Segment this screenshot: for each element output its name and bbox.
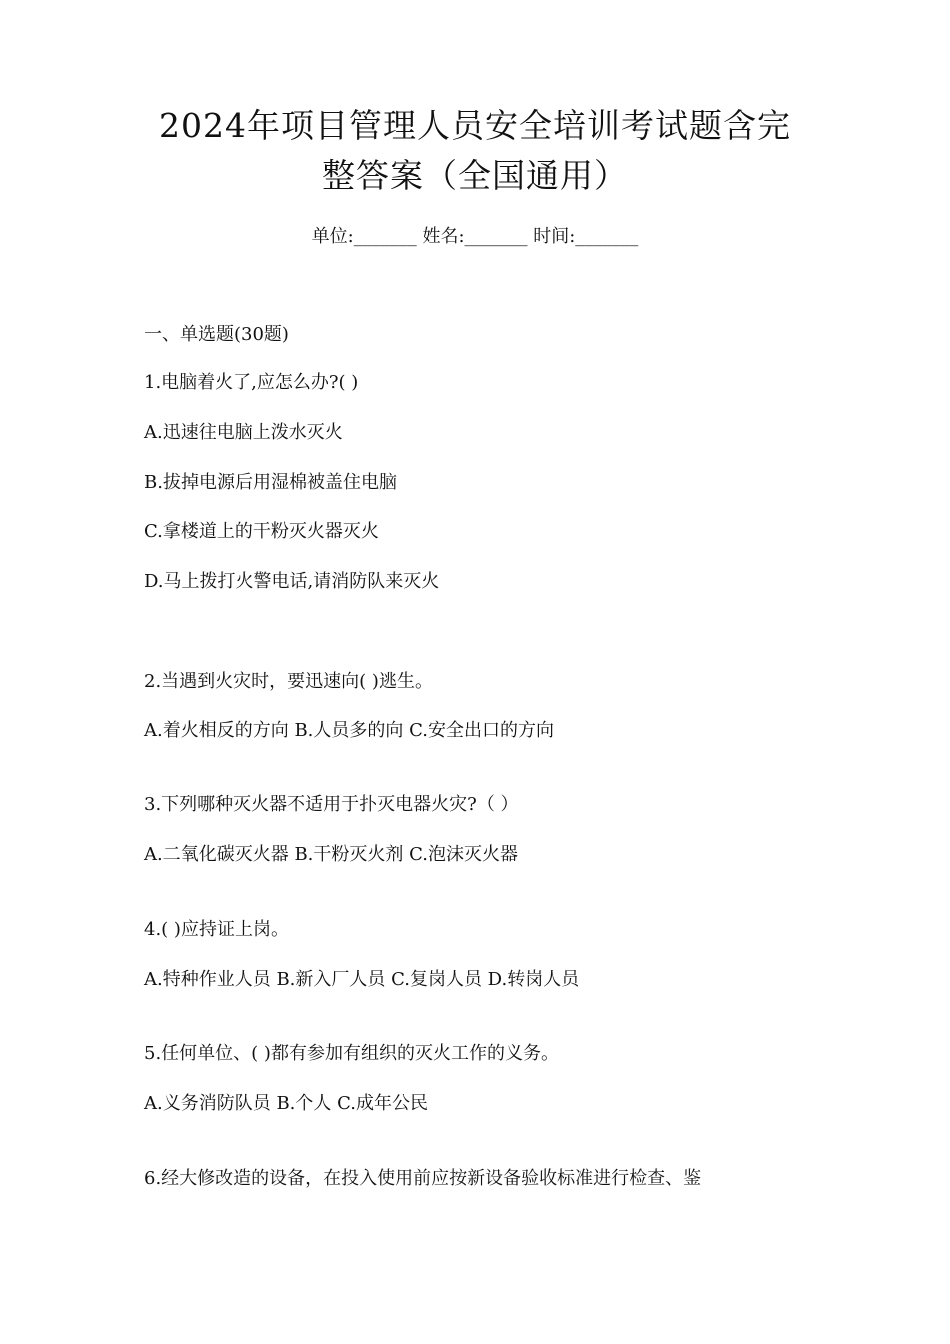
question-6-stem: 6.经大修改造的设备，在投入使用前应按新设备验收标准进行检查、鉴	[144, 1168, 702, 1189]
question-4-options: A.特种作业人员 B.新入厂人员 C.复岗人员 D.转岗人员	[144, 969, 580, 990]
question-1-option-c: C.拿楼道上的干粉灭火器灭火	[144, 521, 379, 542]
question-2-options: A.着火相反的方向 B.人员多的向 C.安全出口的方向	[144, 720, 554, 741]
question-4-stem: 4.( )应持证上岗。	[144, 919, 289, 940]
question-5-options: A.义务消防队员 B.个人 C.成年公民	[144, 1093, 428, 1114]
document-title-line-1: 2024年项目管理人员安全培训考试题含完	[159, 106, 791, 145]
question-2-stem: 2.当遇到火灾时，要迅速向( )逃生。	[144, 671, 433, 692]
question-5-stem: 5.任何单位、( )都有参加有组织的灭火工作的义务。	[144, 1043, 559, 1064]
question-3-options: A.二氧化碳灭火器 B.干粉灭火剂 C.泡沫灭火器	[144, 844, 518, 865]
question-1-stem: 1.电脑着火了,应怎么办?( )	[144, 372, 359, 393]
question-1-option-b: B.拔掉电源后用湿棉被盖住电脑	[144, 472, 397, 493]
question-3-stem: 3.下列哪种灭火器不适用于扑灭电器火灾?（ ）	[144, 794, 519, 815]
question-1-option-a: A.迅速往电脑上泼水灭火	[144, 422, 343, 443]
question-1-option-d: D.马上拨打火警电话,请消防队来灭火	[144, 571, 440, 592]
document-title-line-2: 整答案（全国通用）	[322, 156, 628, 195]
info-fields-line: 单位:_______ 姓名:_______ 时间:_______	[311, 226, 639, 247]
section-heading: 一、单选题(30题)	[144, 324, 289, 345]
